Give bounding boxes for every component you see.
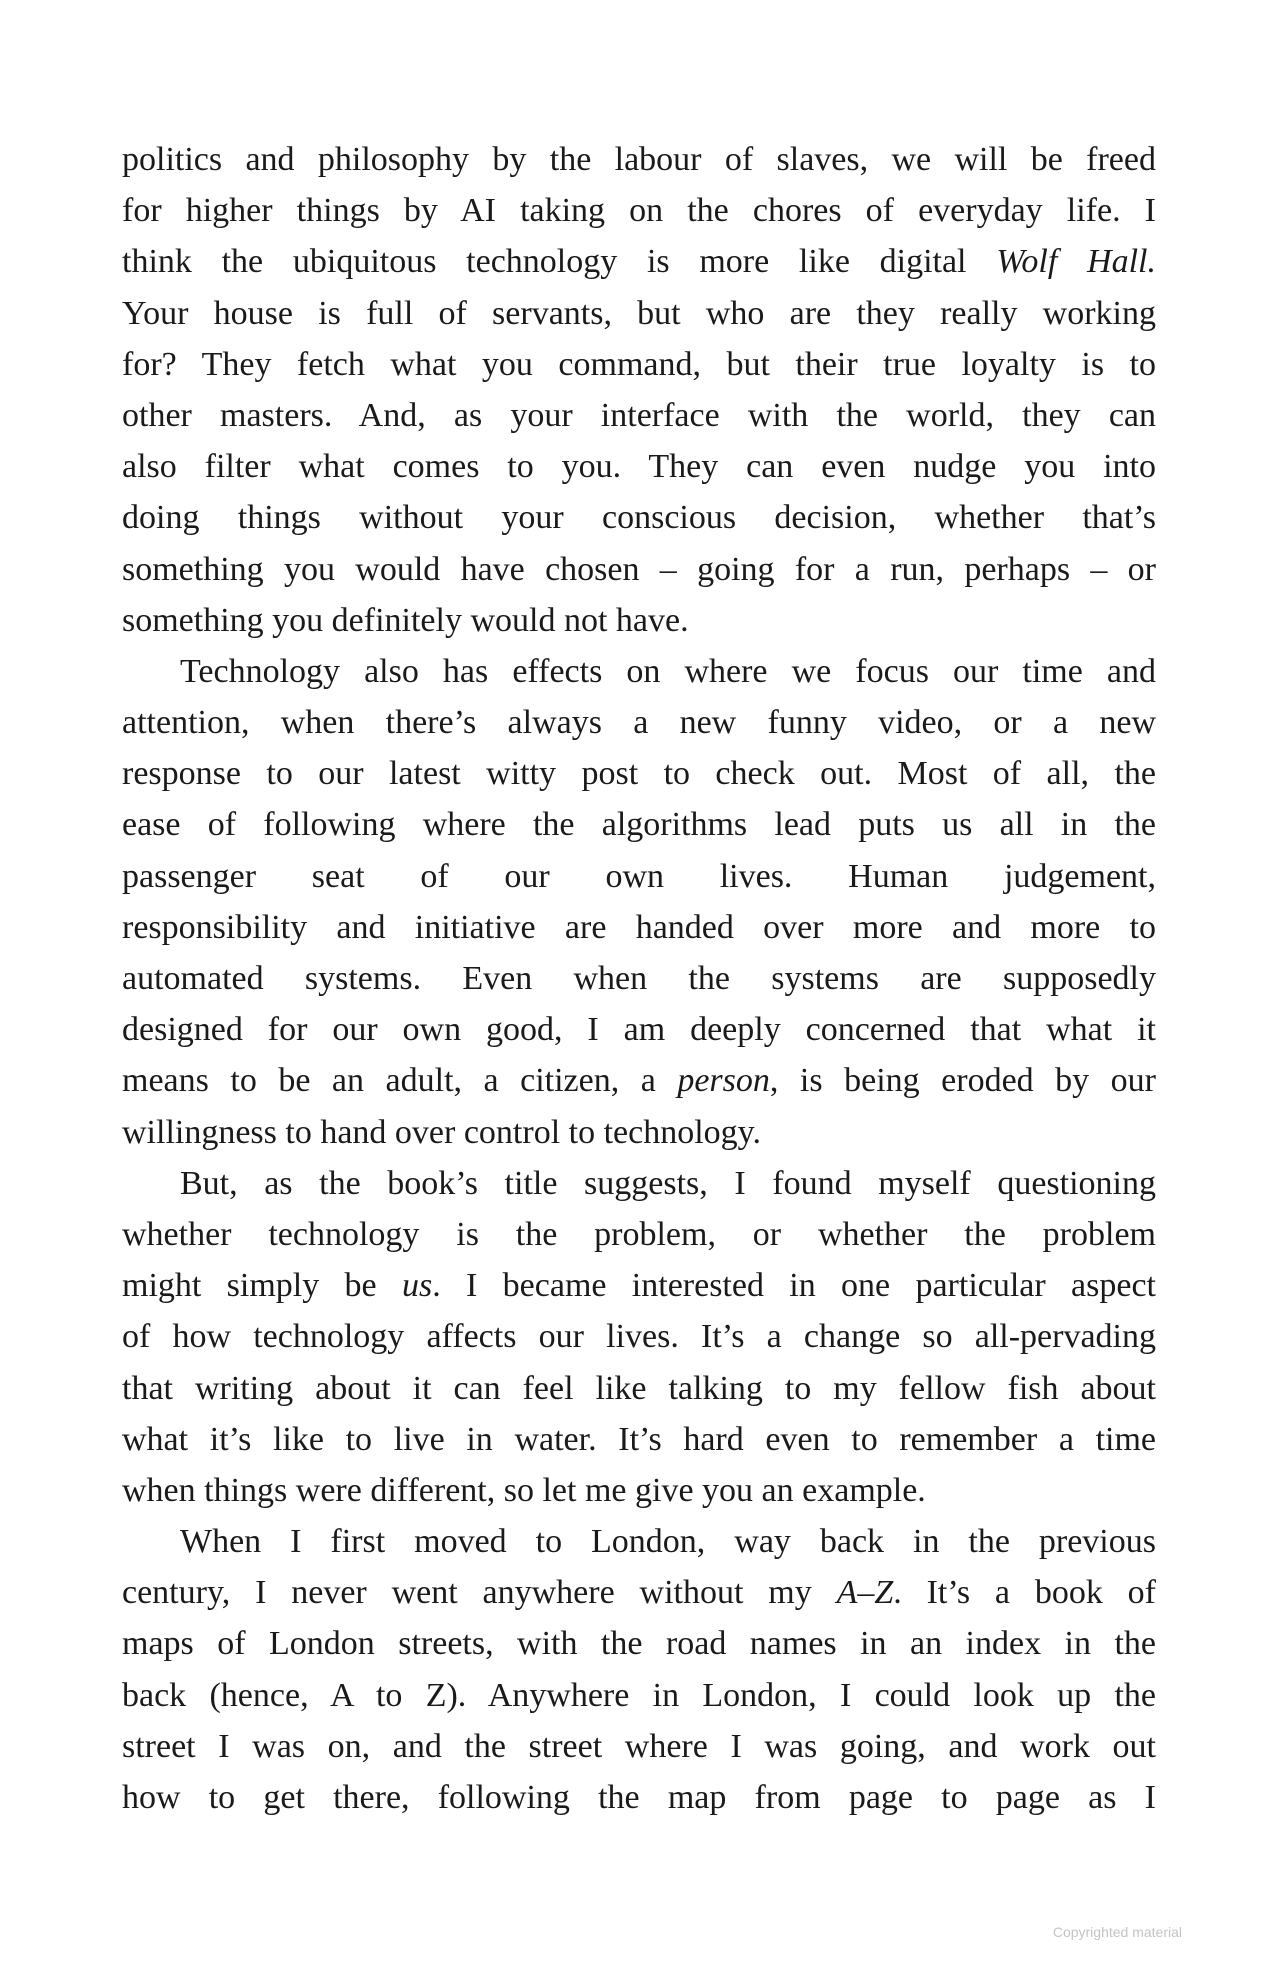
paragraph [122,1516,1156,1823]
text-line: means to be an adult, a citizen, a person, is being eroded by our [122,1062,1156,1100]
text-line: response to our latest witty post to check out. Most of all, the [122,755,1156,793]
text-line: automated systems. Even when the systems are supposedly [122,960,1156,997]
text-line: doing things without your conscious decision, whether that’s [122,499,1156,537]
italic-text: Wolf Hall. [996,243,1156,281]
text-line: back (hence, A to Z). Anywhere in London, I could look up the [122,1676,1156,1714]
paragraph [122,646,1156,1158]
text-line: when things were different, so let me give you an example. [122,1471,926,1509]
text-line: what it’s like to live in water. It’s hard even to remember a time [122,1420,1156,1458]
text-line: street I was on, and the street where I was going, and work out [122,1727,1156,1765]
text-line: might simply be us. I became interested in one particular aspect [122,1267,1156,1305]
paragraph [122,1158,1156,1516]
copyright-watermark: Copyrighted material [1052,1924,1182,1940]
text-line: maps of London streets, with the road names in an index in the [122,1625,1156,1663]
text-line: whether technology is the problem, or whether the problem [122,1215,1156,1253]
italic-text: person [677,1062,770,1100]
text-line: willingness to hand over control to technology. [122,1113,761,1151]
text-line: something you would have chosen – going for a run, perhaps – or [122,550,1156,588]
book-page [122,134,1156,1823]
text-line: think the ubiquitous technology is more like digital Wolf Hall. [122,243,1156,281]
text-line: Technology also has effects on where we focus our time and [180,652,1156,690]
text-line: politics and philosophy by the labour of slaves, we will be freed [122,141,1156,178]
text-line: responsibility and initiative are handed over more and more to [122,908,1156,946]
text-line: something you definitely would not have. [122,601,689,639]
text-line: also filter what comes to you. They can even nudge you into [122,448,1156,486]
text-line: designed for our own good, I am deeply concerned that what it [122,1011,1156,1049]
italic-text: A–Z [836,1574,894,1612]
text-line: attention, when there’s always a new funny video, or a new [122,704,1156,742]
text-line: for? They fetch what you command, but their true loyalty is to [122,345,1156,383]
italic-text: us [401,1267,433,1305]
text-line: that writing about it can feel like talking to my fellow fish about [122,1369,1156,1407]
text-line: century, I never went anywhere without my A–Z. It’s a book of [122,1574,1157,1612]
text-line: how to get there, following the map from page to page as I [122,1779,1156,1816]
text-line: When I first moved to London, way back in the previous [180,1523,1156,1561]
text-line: of how technology affects our lives. It’s a change so all-pervading [122,1318,1156,1356]
page-body [122,134,1156,1823]
text-line: passenger seat of our own lives. Human judgement, [122,857,1156,895]
text-line: other masters. And, as your interface with the world, they can [122,396,1156,434]
text-line: ease of following where the algorithms lead puts us all in the [122,806,1156,844]
paragraph [122,134,1156,646]
text-line: But, as the book’s title suggests, I found myself questioning [180,1164,1156,1202]
text-line: for higher things by AI taking on the chores of everyday life. I [122,192,1156,230]
text-line: Your house is full of servants, but who are they really working [122,294,1156,332]
